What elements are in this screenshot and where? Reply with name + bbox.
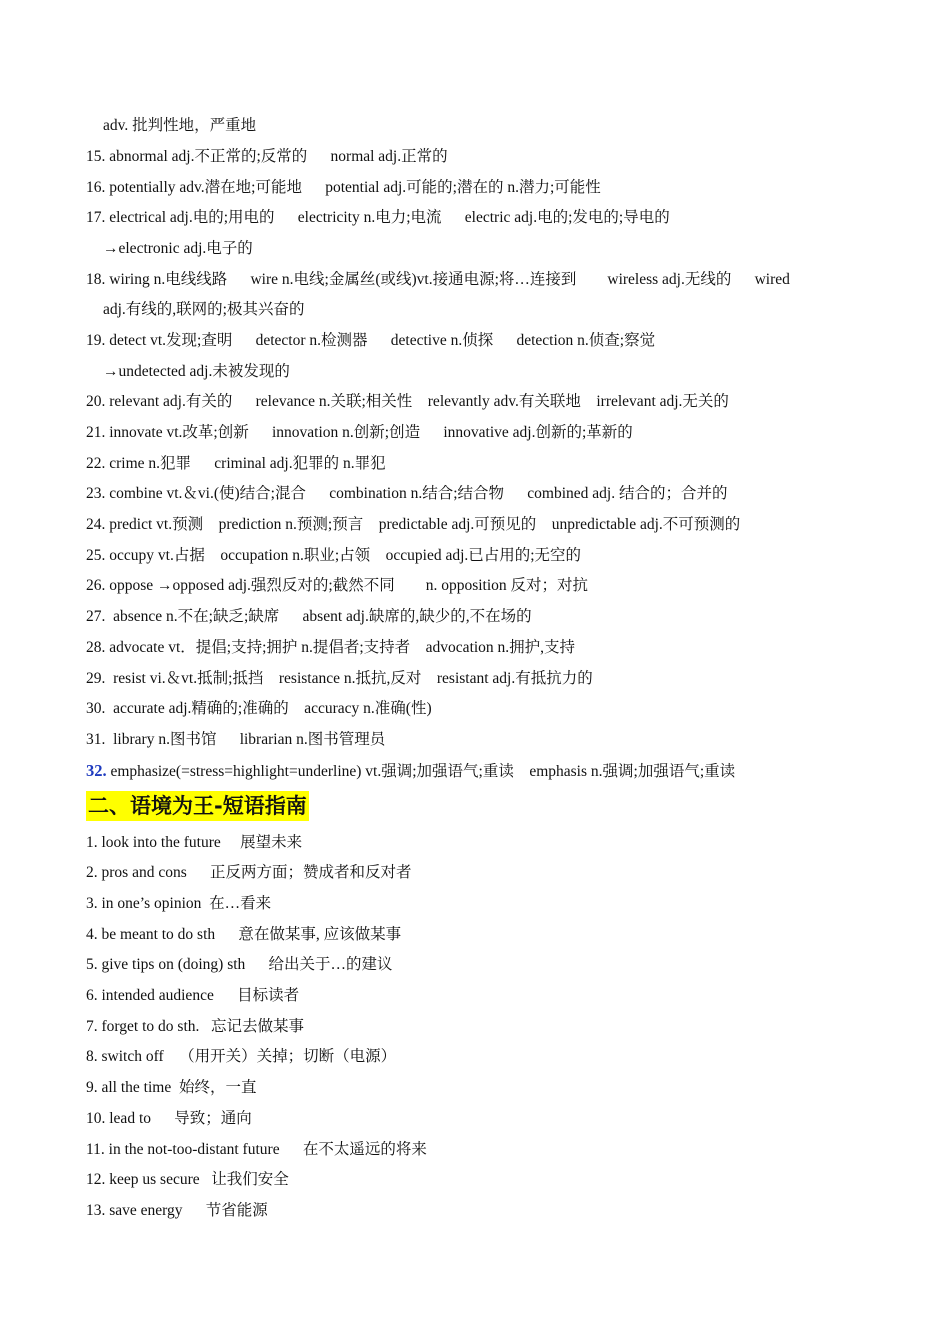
vocab-line: adv. 批判性地，严重地 xyxy=(103,117,257,134)
vocab-line-32-text: emphasize(=stress=highlight=underline) vt.强调;加强语气;重读 emphasis n.强调;加强语气;重读 xyxy=(106,763,736,780)
vocab-line: 28. advocate vt．提倡;支持;拥护 n.提倡者;支持者 advocation n.拥护,支持 xyxy=(86,639,576,656)
vocab-line: adj.有线的,联网的;极其兴奋的 xyxy=(103,301,305,318)
phrase-line: 1. look into the future 展望未来 xyxy=(86,834,303,851)
phrase-line: 5. give tips on (doing) sth 给出关于…的建议 xyxy=(86,956,393,973)
phrase-line: 9. all the time 始终，一直 xyxy=(86,1079,257,1096)
vocab-line: 30. accurate adj.精确的;准确的 accuracy n.准确(性) xyxy=(86,700,432,717)
vocab-line: 16. potentially adv.潜在地;可能地 potential adj.可能的;潜在的 n.潜力;可能性 xyxy=(86,179,601,196)
vocab-line: 15. abnormal adj.不正常的;反常的 normal adj.正常的 xyxy=(86,148,448,165)
vocab-line-32 xyxy=(86,761,890,782)
vocab-line: 26. oppose →opposed adj.强烈反对的;截然不同 n. opposition 反对；对抗 xyxy=(86,577,589,594)
vocab-line: 27. absence n.不在;缺乏;缺席 absent adj.缺席的,缺少的,不在场的 xyxy=(86,608,532,625)
vocab-line: 18. wiring n.电线线路 wire n.电线;金属丝(或线)vt.接通电源;将…连接到 wireless adj.无线的 wired xyxy=(86,271,790,288)
phrase-line: 3. in one’s opinion 在…看来 xyxy=(86,895,272,912)
vocab-line: →undetected adj.未被发现的 xyxy=(103,363,290,380)
vocab-line: 23. combine vt.＆vi.(使)结合;混合 combination n.结合;结合物 combined adj. 结合的；合并的 xyxy=(86,485,728,502)
section-heading: 二、语境为王-短语指南 xyxy=(86,791,309,821)
phrase-line: 4. be meant to do sth 意在做某事, 应该做某事 xyxy=(86,926,402,943)
vocab-line: 24. predict vt.预测 prediction n.预测;预言 predictable adj.可预见的 unpredictable adj.不可预测的 xyxy=(86,516,741,533)
vocab-line: 31. library n.图书馆 librarian n.图书管理员 xyxy=(86,731,386,748)
phrase-line: 13. save energy 节省能源 xyxy=(86,1202,268,1219)
phrase-line: 6. intended audience 目标读者 xyxy=(86,987,300,1004)
phrase-line: 10. lead to 导致；通向 xyxy=(86,1110,252,1127)
vocab-line: →electronic adj.电子的 xyxy=(103,240,253,257)
phrase-line: 8. switch off （用开关）关掉；切断（电源） xyxy=(86,1048,397,1065)
phrase-line: 2. pros and cons 正反两方面；赞成者和反对者 xyxy=(86,864,412,881)
phrase-line: 7. forget to do sth. 忘记去做某事 xyxy=(86,1018,304,1035)
phrase-line: 12. keep us secure 让我们安全 xyxy=(86,1171,289,1188)
vocab-line: 29. resist vi.＆vt.抵制;抵挡 resistance n.抵抗,反对 resistant adj.有抵抗力的 xyxy=(86,670,593,687)
vocab-line: 19. detect vt.发现;查明 detector n.检测器 detective n.侦探 detection n.侦查;察觉 xyxy=(86,332,656,349)
vocab-line: 20. relevant adj.有关的 relevance n.关联;相关性 relevantly adv.有关联地 irrelevant adj.无关的 xyxy=(86,393,729,410)
vocab-line: 25. occupy vt.占据 occupation n.职业;占领 occupied adj.已占用的;无空的 xyxy=(86,547,582,564)
vocab-line: 22. crime n.犯罪 criminal adj.犯罪的 n.罪犯 xyxy=(86,455,386,472)
item-number-32: 32. xyxy=(86,761,107,780)
phrase-line: 11. in the not-too-distant future 在不太遥远的将来 xyxy=(86,1141,427,1158)
vocab-line: 21. innovate vt.改革;创新 innovation n.创新;创造 innovative adj.创新的;革新的 xyxy=(86,424,633,441)
vocab-line: 17. electrical adj.电的;用电的 electricity n.电力;电流 electric adj.电的;发电的;导电的 xyxy=(86,209,670,226)
